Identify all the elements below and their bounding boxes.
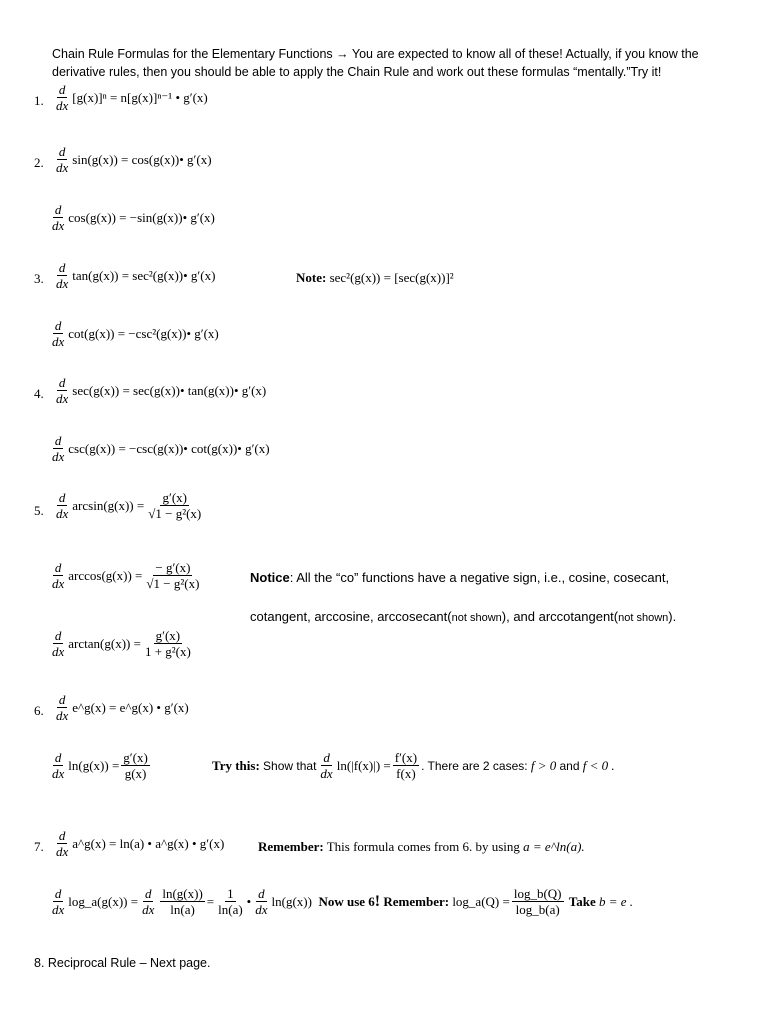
header-line-2: derivative rules, then you should be able to apply the Chain Rule and work out these formulas “mentally.”Try it!	[52, 65, 662, 79]
formula-3a	[52, 260, 215, 291]
formula-6a	[52, 692, 189, 723]
item-number-4: 4.	[34, 386, 44, 401]
log-change-expr: log_a(Q) =	[452, 893, 510, 909]
take-expr: b = e .	[598, 893, 634, 909]
now-use-6: Now use 6	[318, 893, 375, 909]
derivative-operator: $\frac{d}{dx}$	[56, 260, 69, 291]
remember-expr: a = e^ln(a).	[523, 839, 585, 854]
item-number-7: 7.	[34, 839, 44, 854]
remember-7	[258, 839, 585, 855]
derivative-operator: $\frac{d}{dx}$	[52, 202, 65, 233]
formula-5b	[48, 560, 203, 591]
formula-3b-text: cot(g(x)) = −csc²(g(x))• g′(x)	[68, 325, 219, 341]
formula-6b	[48, 750, 152, 781]
formula-2a	[52, 144, 212, 175]
formula-5a-fraction: $\frac{g'(x)}{\text{√1 − g²(x)}}$	[148, 490, 202, 521]
formula-6a-text: e^g(x) = e^g(x) • g′(x)	[72, 699, 189, 715]
formula-4a-text: sec(g(x)) = sec(g(x))• tan(g(x))• g′(x)	[72, 382, 267, 398]
formula-5c	[48, 628, 195, 659]
case-1: f > 0	[530, 757, 557, 773]
formula-3b	[48, 318, 219, 349]
formula-2b-text: cos(g(x)) = −sin(g(x))• g′(x)	[68, 209, 215, 225]
note-formula: sec²(g(x)) = [sec(g(x))]²	[329, 270, 454, 285]
formula-5c-left: arctan(g(x)) =	[68, 635, 141, 651]
remember-label-2: Remember:	[383, 893, 450, 909]
item-number-6: 6.	[34, 703, 44, 718]
derivative-operator: $\frac{d}{dx}$	[320, 750, 333, 781]
case-2: f < 0 .	[582, 757, 615, 773]
formula-7b-left: log_a(g(x)) =	[68, 893, 139, 909]
formula-3a-text: tan(g(x)) = sec²(g(x))• g′(x)	[72, 267, 216, 283]
derivative-operator: $\frac{d}{dx}$	[52, 750, 65, 781]
formula-6b-fraction: $\frac{g'(x)}{g(x)}$	[123, 750, 148, 781]
formula-4b	[48, 433, 270, 464]
formula-7b-fraction-2: $\frac{1}{\ln(a)}$	[218, 886, 243, 917]
notice-line-2	[250, 609, 676, 624]
and-word: and	[559, 758, 580, 773]
formula-5b-fraction: $\frac{- g'(x)}{\text{√1 − g²(x)}}$	[146, 560, 200, 591]
formula-7a	[52, 828, 224, 859]
notice-text-2c: ).	[668, 609, 677, 624]
try-this-expr: ln(|f(x)|) =	[336, 757, 391, 773]
formula-5a	[52, 490, 205, 521]
derivative-operator: $\frac{d}{dx}$	[56, 490, 69, 521]
note-label: Note:	[296, 270, 327, 285]
item-number-2: 2.	[34, 155, 44, 170]
remember-text: This formula comes from 6. by using	[326, 839, 520, 854]
log-change-fraction: $\frac{\log\_b(Q)}{\log\_b(a)}$	[513, 886, 562, 917]
formula-5b-left: arccos(g(x)) =	[68, 567, 143, 583]
formula-4b-text: csc(g(x)) = −csc(g(x))• cot(g(x))• g′(x)	[68, 440, 270, 456]
not-shown-1: not shown	[451, 612, 502, 624]
not-shown-2: not shown	[618, 612, 669, 624]
item-number-5: 5.	[34, 503, 44, 518]
formula-5a-left: arcsin(g(x)) =	[72, 497, 145, 513]
item-number-3: 3.	[34, 271, 44, 286]
derivative-operator: $\frac{d}{dx}$	[52, 628, 65, 659]
derivative-operator: $\frac{d}{dx}$	[56, 828, 69, 859]
derivative-operator: $\frac{d}{dx}$	[255, 886, 268, 917]
formula-7a-text: a^g(x) = ln(a) • a^g(x) • g′(x)	[72, 835, 225, 851]
derivative-operator: $\frac{d}{dx}$	[52, 886, 65, 917]
formula-4a	[52, 375, 266, 406]
notice-text-1: : All the “co” functions have a negative sign, i.e., cosine, cosecant,	[289, 570, 670, 585]
try-this-fraction: $\frac{f'(x)}{f(x)}$	[394, 750, 418, 781]
formula-7b-tail: ln(g(x))	[271, 893, 312, 909]
exclamation: !	[374, 892, 381, 910]
try-this	[212, 750, 615, 781]
take-label: Take	[568, 893, 596, 909]
formula-1-text: [g(x)]ⁿ = n[g(x)]ⁿ⁻¹ • g′(x)	[72, 89, 208, 105]
formula-7b-fraction-1: $\frac{\ln(g(x))}{\ln(a)}$	[162, 886, 203, 917]
remember-label: Remember:	[258, 839, 324, 854]
equals-sign: =	[206, 893, 215, 909]
footer-reciprocal-rule: 8. Reciprocal Rule – Next page.	[34, 956, 211, 970]
derivative-operator: $\frac{d}{dx}$	[56, 144, 69, 175]
derivative-operator: $\frac{d}{dx}$	[52, 560, 65, 591]
try-this-cases: . There are 2 cases:	[421, 758, 528, 773]
header-line-1: Chain Rule Formulas for the Elementary Functions → You are expected to know all of these! Actually, if you know the	[52, 47, 699, 61]
derivative-operator: $\frac{d}{dx}$	[52, 433, 65, 464]
derivative-operator: $\frac{d}{dx}$	[52, 318, 65, 349]
note-3	[296, 270, 454, 286]
formula-2b	[48, 202, 215, 233]
derivative-operator: $\frac{d}{dx}$	[56, 692, 69, 723]
notice-label: Notice	[250, 570, 290, 585]
formula-5c-fraction: $\frac{g'(x)}{\text{1 + g²(x)}}$	[144, 628, 191, 659]
derivative-operator: $\frac{d}{dx}$	[56, 375, 69, 406]
formula-2a-text: sin(g(x)) = cos(g(x))• g′(x)	[72, 151, 212, 167]
derivative-operator: $\frac{d}{dx}$	[56, 82, 69, 113]
formula-7b: $\frac{d}{dx}$ log_a(g(x)) = $\frac{d}{dx}$ $\frac{\ln(g(x))}{\ln(a)}$ = $\frac{1}{\ln(a)}$ • $\frac{d}{dx}$ ln(g(x)) Now use 6 ! Remember: log_a(Q) = $\frac{\log\_b(Q)}{\log\_b(a)}$ Take b = e .	[52, 886, 634, 917]
derivative-operator: $\frac{d}{dx}$	[142, 886, 155, 917]
formula-6b-left: ln(g(x)) =	[68, 757, 120, 773]
formula-1	[52, 82, 208, 113]
notice-text-2b: ), and arccotangent(	[501, 609, 619, 624]
try-this-label: Try this:	[212, 757, 260, 773]
notice-line-1	[250, 570, 669, 586]
try-this-text: Show that	[263, 758, 317, 773]
item-number-1: 1.	[34, 93, 44, 108]
notice-text-2a: cotangent, arccosine, arccosecant(	[250, 609, 452, 624]
